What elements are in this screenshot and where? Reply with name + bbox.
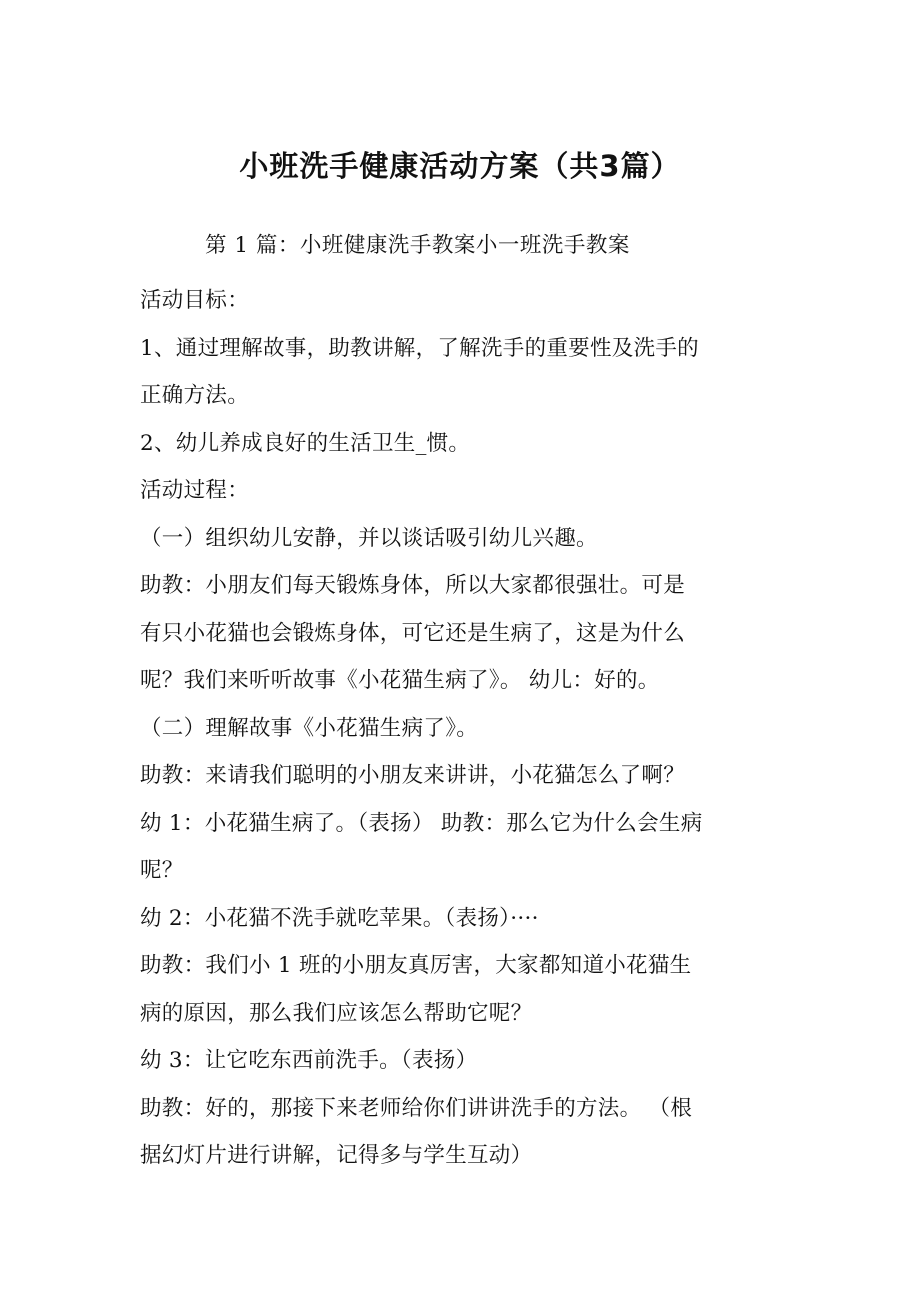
body-line: 病的原因，那么我们应该怎么帮助它呢？ <box>140 1000 533 1026</box>
body-line: 助教：来请我们聪明的小朋友来讲讲，小花猫怎么了啊？ <box>140 763 686 788</box>
body-line: 幼 3：让它吃东西前洗手。（表扬） <box>140 1048 478 1073</box>
body-line: 助教：小朋友们每天锻炼身体，所以大家都很强壮。可是 <box>140 573 686 598</box>
body-line: 正确方法。 <box>140 383 250 408</box>
body-line: （二）理解故事《小花猫生病了》。 <box>140 715 479 741</box>
document-body <box>140 277 800 1180</box>
body-line: 活动目标： <box>140 288 250 313</box>
body-line: 1、通过理解故事，助教讲解，了解洗手的重要性及洗手的 <box>140 335 699 361</box>
body-line: 助教：我们小 1 班的小朋友真厉害，大家都知道小花猫生 <box>140 953 692 978</box>
body-line: 2、幼儿养成良好的生活卫生_惯。 <box>140 430 471 456</box>
body-line: 幼 1：小花猫生病了。（表扬） 助教：那么它为什么会生病 <box>140 810 703 836</box>
body-line: 活动过程： <box>140 478 250 503</box>
body-line: 据幻灯片进行讲解，记得多与学生互动） <box>140 1143 533 1168</box>
document-title: 小班洗手健康活动方案（共3篇） <box>239 149 681 183</box>
body-line: 幼 2：小花猫不洗手就吃苹果。（表扬）···· <box>140 905 539 931</box>
body-line: 呢？ <box>140 858 184 883</box>
document-subtitle: 第 1 篇：小班健康洗手教案小一班洗手教案 <box>205 233 630 258</box>
body-line: 助教：好的，那接下来老师给你们讲讲洗手的方法。 （根 <box>140 1095 693 1121</box>
body-line: 呢？我们来听听故事《小花猫生病了》。 幼儿：好的。 <box>140 668 660 693</box>
body-line: 有只小花猫也会锻炼身体，可它还是生病了，这是为什么 <box>140 620 686 646</box>
body-line: （一）组织幼儿安静，并以谈话吸引幼儿兴趣。 <box>140 525 598 551</box>
